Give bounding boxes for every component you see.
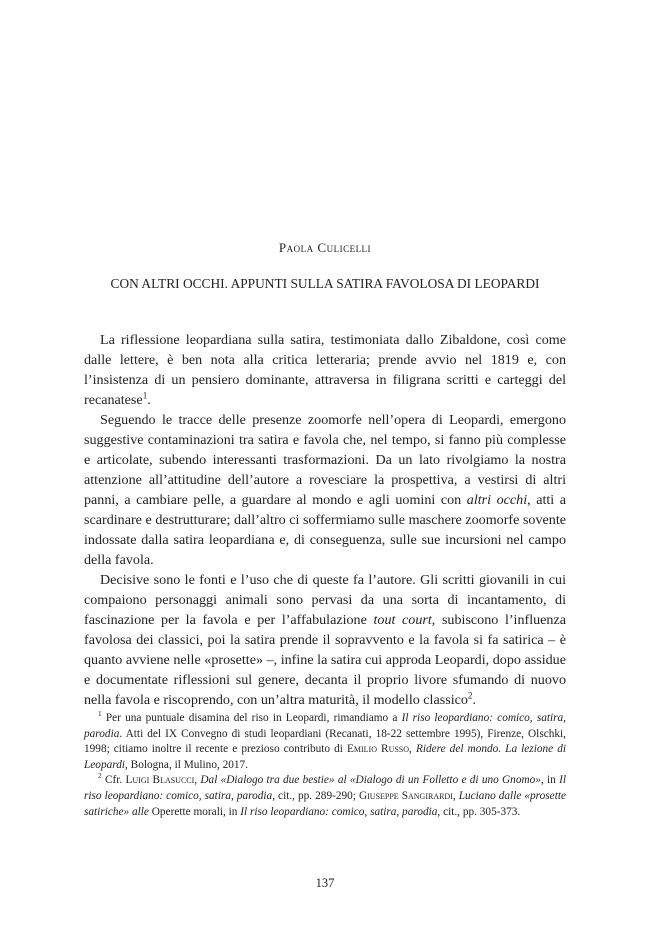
footnote-2-author-2: Giuseppe Sangirardi [358,789,453,802]
paragraph-1-end: . [147,392,151,408]
footnote-1-text-b: . Atti del IX Convegno di studi leopardiani (Recanati, 18-22 settembre 1995), Firenze, Olschki, 1998; citiamo inoltre il recente e prezioso contributo di [84,727,566,756]
footnote-2-text-a: Cfr. [104,774,126,787]
footnote-2-text-f: Operette morali, in [148,805,241,818]
footnote-2 [84,773,566,820]
footnote-2-title-2: Il riso leopardiano: comico, satira, parodia [84,774,566,802]
footnote-2-title-4: Il riso leopardiano: comico, satira, parodia [240,805,438,818]
page-number: 137 [315,876,335,890]
paragraph-2-text-a: Seguendo le tracce delle presenze zoomorfe nell’opera di Leopardi, emergono suggestive contaminazioni tra satira e favola che, nel tempo, si fanno più complesse e articolate, subendo interessanti trasformazioni. Da un lato rivolgiamo la nostra attenzione all’attitudine dell’autore a rovesciare la prospettiva, a vestirsi di altri panni, a cambiare pelle, a guardare al mondo e agli uomini con [84,412,566,508]
paragraph-1 [84,330,566,410]
paragraph-2-emphasis: altri occhi [466,492,528,508]
author-name: Paola Culicelli [278,240,372,255]
footnotes [84,711,566,820]
footnote-2-text-e: , [452,789,459,802]
footnote-1-text-d: , Bologna, il Mulino, 2017. [125,758,249,771]
footnote-1-author: Emilio Russo [346,743,410,756]
footnote-ref-1: 1 [142,390,148,401]
footnote-1-number: 1 [98,709,102,719]
footnote-2-title-3: Luciano dalle «prosette satiriche» alle [84,789,566,818]
paragraph-3 [84,570,566,710]
paragraph-1-text: La riflessione leopardiana sulla satira, testimoniata dallo Zibaldone, così come dalle lettere, è ben nota alla critica letteraria; prende avvio nel 1819 e, con l’insistenza di un pensiero dominante, attraversa in filigrana scritti e carteggi del recanatese [84,332,566,408]
footnote-1-title-2: Ridere del mondo. La lezione di Leopardi [84,743,566,771]
footnote-1-text-a: Per una puntuale disamina del riso in Leopardi, rimandiamo a [105,712,402,724]
paragraph-3-emphasis: tout court [373,612,432,628]
footnote-2-title-1: Dal «Dialogo tra due bestie» al «Dialogo di un Folletto e di uno Gnomo» [200,774,541,787]
footnote-2-text-c: , in [540,774,560,787]
footnote-2-number: 2 [98,771,102,781]
footnote-ref-2: 2 [467,690,473,701]
paragraph-2-text-b: , atti a scardinare e destrutturare; dall’altro ci soffermiamo sulle maschere zoomorfe sovente indossate dalla satira leopardiana e, di conseguenza, sulle sue incursioni nel campo della favola. [84,492,567,568]
footnote-2-text-d: , cit., pp. 289-290; [272,789,359,802]
paragraph-3-end: . [472,692,477,708]
footnote-2-text-g: , cit., pp. 305-373. [437,805,521,818]
paragraph-3-text-b: , subiscono l’influenza favolosa dei classici, poi la satira prende il sopravvento e la favola si fa satirica – è quanto avviene nelle «prosette» –, infine la satira cui approda Leopardi, dopo assidue e documentate riflessioni sul genere, decanta il proprio livore sfumando di nuovo nella favola e riscoprendo, con un’altra maturità, il modello classico [84,612,566,708]
footnote-1-text-c: , [409,743,416,756]
article-body [84,330,566,710]
footnote-1-title-1: Il riso leopardiano: comico, satira, parodia [84,712,567,740]
article-title: CON ALTRI OCCHI. APPUNTI SULLA SATIRA FAVOLOSA DI LEOPARDI [110,276,540,291]
paragraph-3-text-a: Decisive sono le fonti e l’uso che di queste fa l’autore. Gli scritti giovanili in cui compaiono personaggi animali sono pervasi da una sorta di incantamento, di fascinazione per la favola e per l’affabulazione [84,572,566,628]
paragraph-2 [84,410,566,570]
footnote-2-text-b: , [194,774,201,787]
footnote-1 [84,711,566,773]
footnote-2-author-1: Luigi Blasucci [125,774,195,787]
